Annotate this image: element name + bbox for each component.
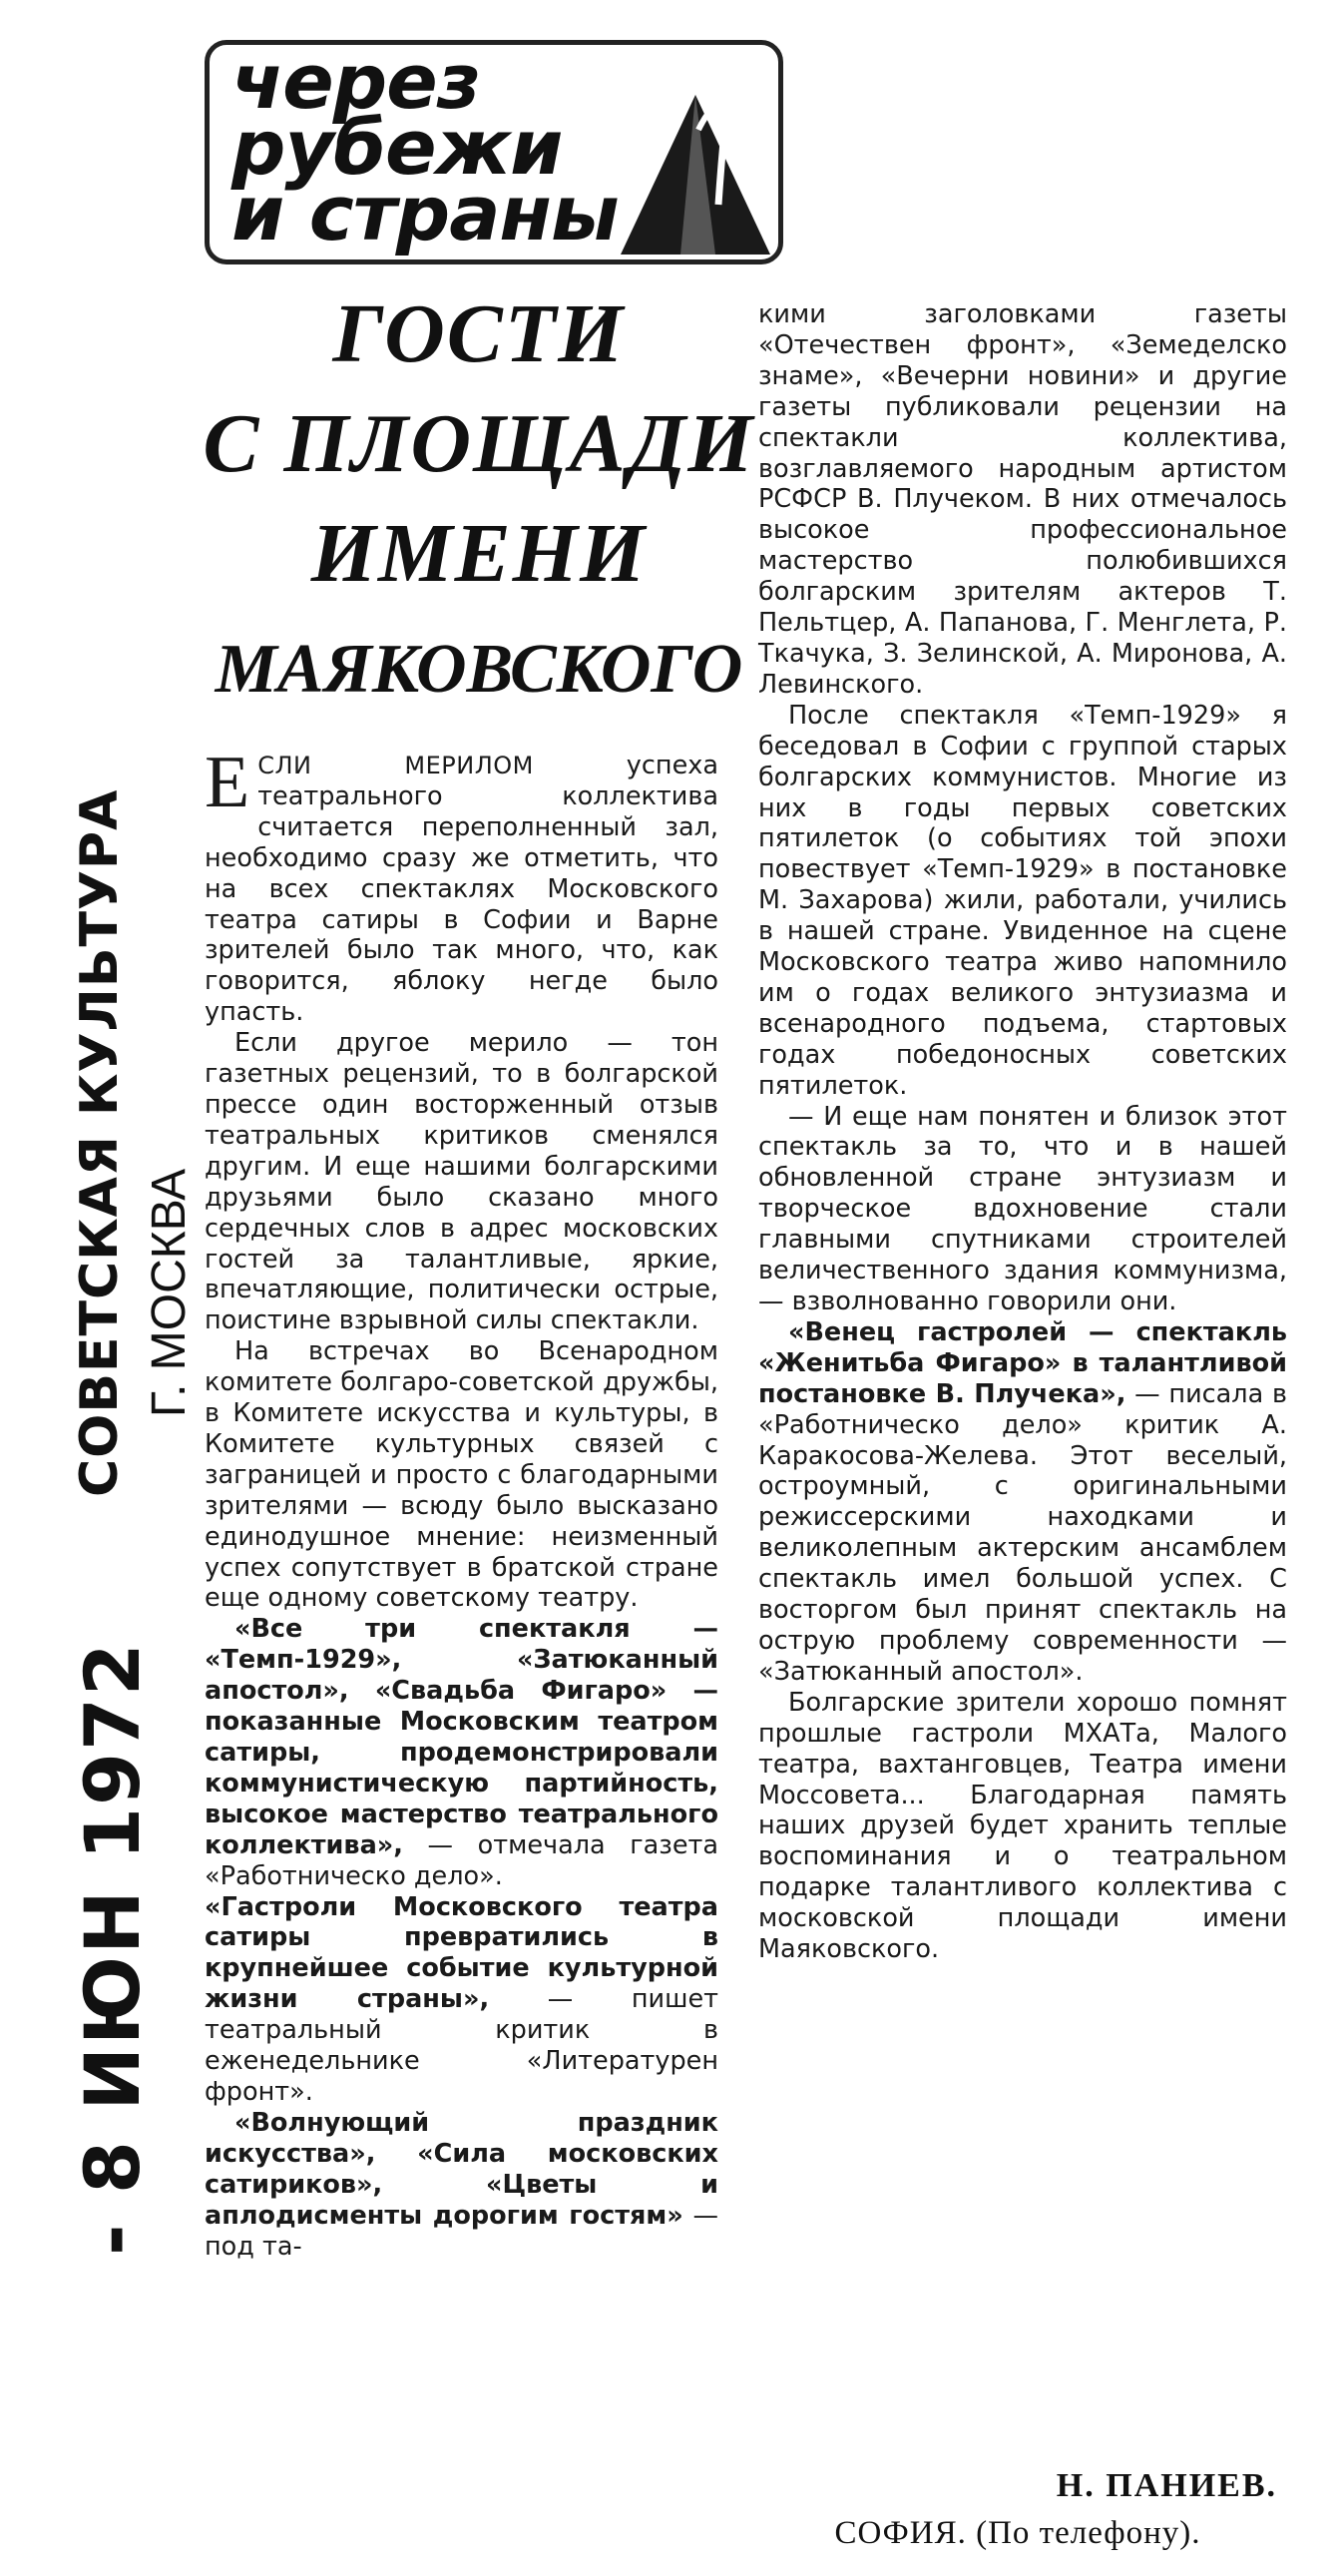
author-name: Н. ПАНИЕВ. (1056, 2467, 1277, 2504)
rubric-line: рубежи (231, 103, 563, 192)
rubric-line: через (231, 40, 480, 126)
paragraph: кими заголовками газеты «Отечествен фронт», «Земеделско знаме», «Вечерни новини» и другие газеты публиковали рецензии на спектакли коллектива, возглавляемого народным артистом РСФСР В. Плучеком. В них отмечалось высокое профессиональное мастерство полюбившихся болгарским зрителям актеров Т. Пельтцер, А. Папанова, Г. Менглета, Р. Ткачука, З. Зелинской, А. Миронова, А. Левинского. (758, 299, 1287, 700)
article-column-right (758, 299, 1287, 1965)
quote-bold: «Все три спектакля — «Темп-1929», «Затюканный апостол», «Свадьба Фигаро» — показанные Московским театром сатиры, продемонстрировали коммунистическую партийность, высокое мастерство театрального коллектива», (205, 1614, 718, 1860)
headline-line: ИМЕНИ (310, 507, 648, 600)
paragraph (758, 1317, 1287, 1688)
rubric-title (231, 40, 619, 258)
headline-line: МАЯКОВСКОГО (215, 631, 743, 708)
article-headline (200, 279, 758, 725)
rubric-box (205, 40, 783, 264)
paragraph-text: успеха театрального коллектива считается переполненный зал, необходимо сразу же отметить, что на всех спектаклях Московского театра сатиры в Софии и Варне зрителей было так много, что, как говорится, яблоку негде было упасть. (205, 751, 718, 1028)
paragraph-text: — под та- (205, 2200, 719, 2262)
paragraph: Болгарские зрители хорошо помнят прошлые гастроли МХАТа, Малого театра, вахтанговцев, Театра имени Моссовета... Благодарная память наших друзей будет хранить теплые воспоминания и о театральном подарке талантливого коллектива с московской площади имени Маяковского. (758, 1687, 1287, 1965)
quote-bold: «Волнующий праздник искусства», «Сила московских сатириков», «Цветы и аплодисменты дорогим гостям» (205, 2107, 718, 2231)
headline-line: С ПЛОЩАДИ (203, 397, 755, 490)
paragraph (205, 2108, 718, 2263)
article-column-left (205, 742, 719, 2262)
publication-date: - 8 ИЮН 1972 (68, 1641, 157, 2256)
paragraph: На встречах во Всенародном комитете болгаро-советской дружбы, в Комитете искусства и культуры, в Комитете культурных связей с заграницей и просто с благодарными зрителями — всюду было высказано единодушное мнение: неизменный успех сопутствует в братской стране еще одному советскому театру. (205, 1336, 718, 1614)
rubric-line: и страны (231, 169, 619, 258)
drop-cap: Е (205, 742, 250, 823)
newspaper-stamp (60, 778, 210, 2256)
dateline: СОФИЯ. (По телефону). (834, 2515, 1201, 2551)
paragraph-text: — писала в «Работническо дело» критик А. Каракосова-Желева. Этот веселый, остроумный, с оригинальными режиссерскими находками и великолепным актерским ансамблем спектакль имел большой успех. С восторгом был принят спектакль на острую проблему современности — «Затюканный апостол». (758, 1378, 1287, 1687)
article-signature (758, 2467, 1277, 2552)
paragraph (205, 742, 718, 1028)
paragraph (205, 1892, 718, 2108)
headline-line: ГОСТИ (332, 287, 626, 380)
newspaper-city: Г. МОСКВА (143, 1168, 196, 1417)
newspaper-name: СОВЕТСКАЯ КУЛЬТУРА (70, 788, 130, 1497)
palm-pyramid-icon (621, 55, 770, 255)
paragraph-text: — отмечала газета «Работническо дело». (205, 1829, 718, 1891)
lead-caps: СЛИ МЕРИЛОМ (257, 752, 534, 779)
paragraph: — И еще нам понятен и близок этот спектакль за то, что и в нашей обновленной стране энтузиазм и творческое вдохновение стали главными спутниками строителей величественного здания коммунизма, — взволнованно говорили они. (758, 1101, 1287, 1316)
quote-bold: «Гастроли Московского театра сатиры превратились в крупнейшее событие культурной жизни страны», (205, 1891, 718, 2015)
paragraph (205, 1614, 718, 1891)
paragraph: После спектакля «Темп-1929» я беседовал в Софии с группой старых болгарских коммунистов. Многие из них в годы первых советских пятилеток (о событиях той эпохи повествует «Темп-1929» в постановке М. Захарова) жили, работали, учились в нашей стране. Увиденное на сцене Московского театра живо напомнило им о годах великого энтузиазма и всенародного подъема, стартовых годах победоносных советских пятилеток. (758, 700, 1287, 1101)
quote-bold: «Венец гастролей — спектакль «Женитьба Фигаро» в талантливой постановке В. Плучека», (758, 1316, 1287, 1409)
paragraph-text: — пишет театральный критик в еженедельнике «Литературен фронт». (205, 1984, 719, 2107)
paragraph: Если другое мерило — тон газетных рецензий, то в болгарской прессе один восторженный отзыв театральных критиков сменялся другим. И еще нашими болгарскими друзьями было сказано много сердечных слов в адрес московских гостей за талантливые, яркие, впечатляющие, политически острые, поистине взрывной силы спектакли. (205, 1028, 718, 1336)
